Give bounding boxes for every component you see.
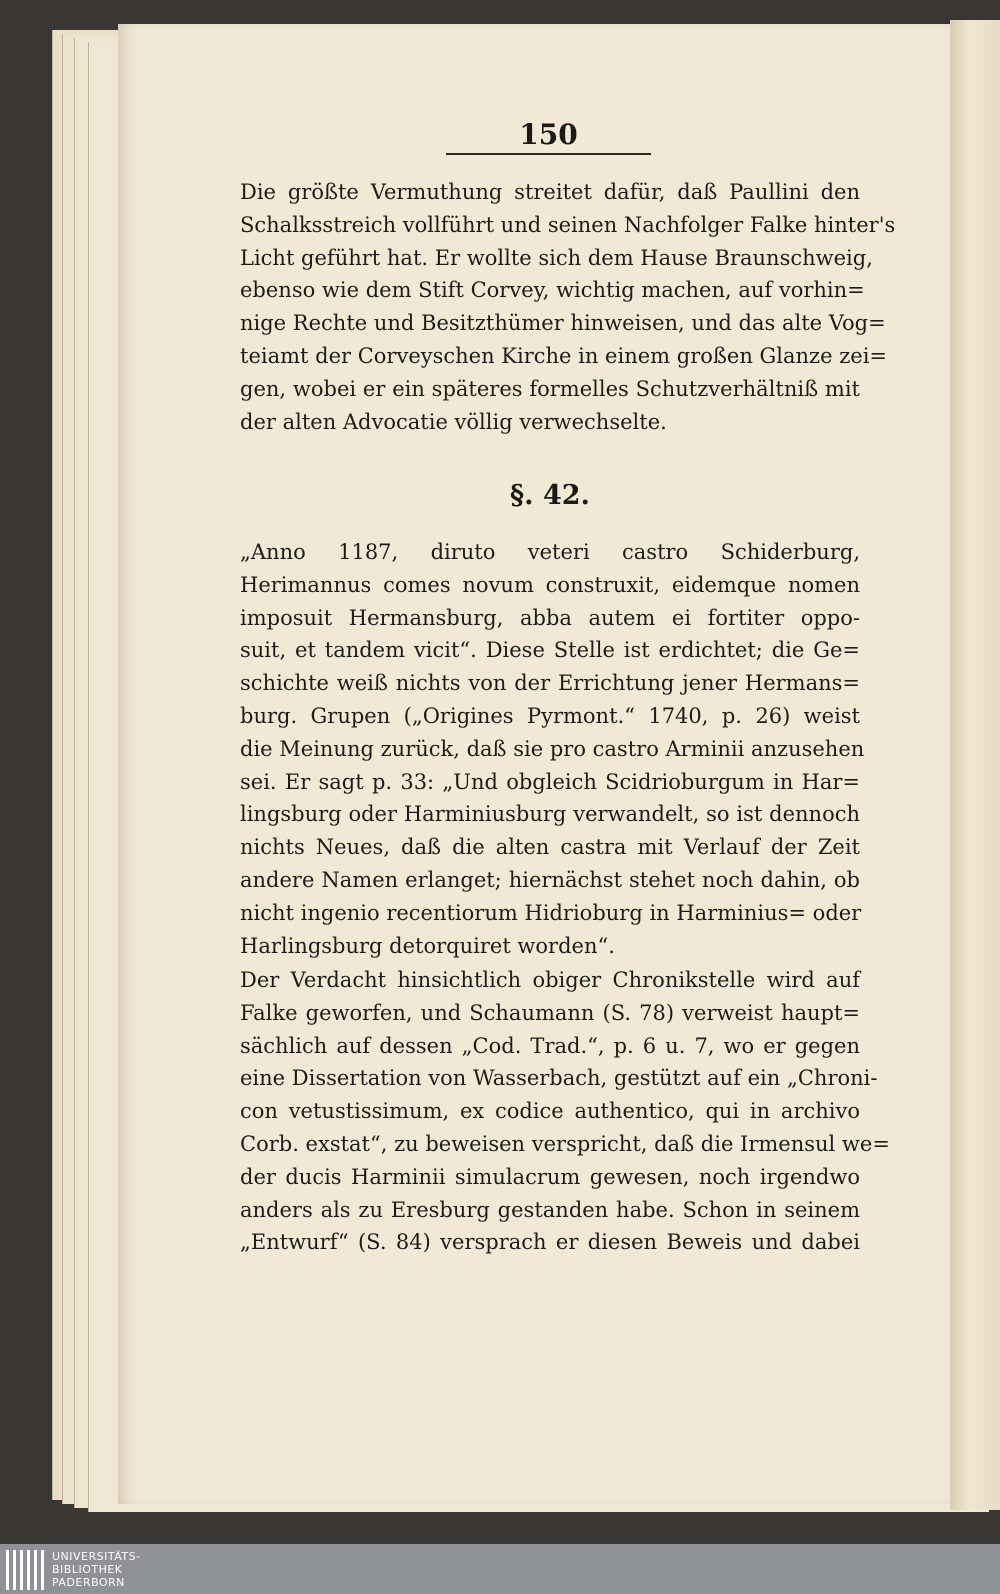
text-line: der ducis Harminii simulacrum gewesen, noch irgendwo <box>240 1164 860 1189</box>
text-line: eine Dissertation von Wasserbach, gestützt auf ein „Chroni- <box>240 1066 878 1091</box>
opposite-page-edge <box>950 20 1000 1510</box>
library-logo-icon <box>4 1550 44 1590</box>
text-line: schichte weiß nichts von der Errichtung jener Hermans= <box>240 671 860 696</box>
library-name <box>52 1550 141 1589</box>
text-line: con vetustissimum, ex codice authentico, qui in archivo <box>240 1099 860 1124</box>
text-line: Der Verdacht hinsichtlich obiger Chronikstelle wird auf <box>240 968 860 992</box>
paragraph <box>240 176 896 438</box>
text-line: „Entwurf“ (S. 84) versprach er diesen Beweis und dabei <box>240 1230 860 1255</box>
text-line: „Anno 1187, diruto veteri castro Schiderburg, <box>240 540 860 564</box>
text-line: Falke geworfen, und Schaumann (S. 78) verweist haupt= <box>240 1000 860 1025</box>
text-line: sächlich auf dessen „Cod. Trad.“, p. 6 u. 7, wo er gegen <box>240 1033 860 1058</box>
library-name-line: UNIVERSITÄTS- <box>52 1550 141 1563</box>
text-line: burg. Grupen („Origines Pyrmont.“ 1740, p. 26) weist <box>240 703 860 728</box>
text-line: teiamt der Corveyschen Kirche in einem großen Glanze zei= <box>240 343 888 368</box>
text-line: Harlingsburg detorquiret worden“. <box>240 933 615 958</box>
text-line: nicht ingenio recentiorum Hidrioburg in Harminius= oder <box>240 900 862 925</box>
text-line: suit, et tandem vicit“. Diese Stelle ist erdichtet; die Ge= <box>240 638 860 663</box>
text-line: nichts Neues, daß die alten castra mit Verlauf der Zeit <box>240 835 860 860</box>
text-line: nige Rechte und Besitzthümer hinweisen, und das alte Vog= <box>240 311 886 336</box>
text-line: Die größte Vermuthung streitet dafür, daß Paullini den <box>240 180 860 204</box>
library-name-line: BIBLIOTHEK <box>52 1563 123 1576</box>
page-number: 150 <box>519 118 578 151</box>
text-line: imposuit Hermansburg, abba autem ei fortiter oppo- <box>240 605 860 630</box>
paragraph <box>240 964 890 1259</box>
text-line: Herimannus comes novum construxit, eidemque nomen <box>240 572 860 597</box>
text-line: die Meinung zurück, daß sie pro castro Arminii anzusehen <box>240 736 865 761</box>
text-line: sei. Er sagt p. 33: „Und obgleich Scidrioburgum in Har= <box>240 769 860 794</box>
text-line: Schalksstreich vollführt und seinen Nachfolger Falke hinter's <box>240 212 896 237</box>
library-footer <box>0 1544 1000 1594</box>
text-line: Licht geführt hat. Er wollte sich dem Hause Braunschweig, <box>240 245 873 270</box>
text-line: der alten Advocatie völlig verwechselte. <box>240 409 667 434</box>
paragraph <box>240 536 865 962</box>
text-line: Corb. exstat“, zu beweisen verspricht, daß die Irmensul we= <box>240 1131 890 1156</box>
section-heading: §. 42. <box>510 480 590 511</box>
text-line: anders als zu Eresburg gestanden habe. Schon in seinem <box>240 1197 860 1222</box>
text-line: ebenso wie dem Stift Corvey, wichtig machen, auf vorhin= <box>240 278 865 303</box>
library-name-line: PADERBORN <box>52 1576 125 1589</box>
text-line: gen, wobei er ein späteres formelles Schutzverhältniß mit <box>240 376 860 401</box>
text-line: andere Namen erlanget; hiernächst stehet noch dahin, ob <box>240 867 860 892</box>
header-rule <box>446 153 651 155</box>
text-line: lingsburg oder Harminiusburg verwandelt, so ist dennoch <box>240 802 860 827</box>
